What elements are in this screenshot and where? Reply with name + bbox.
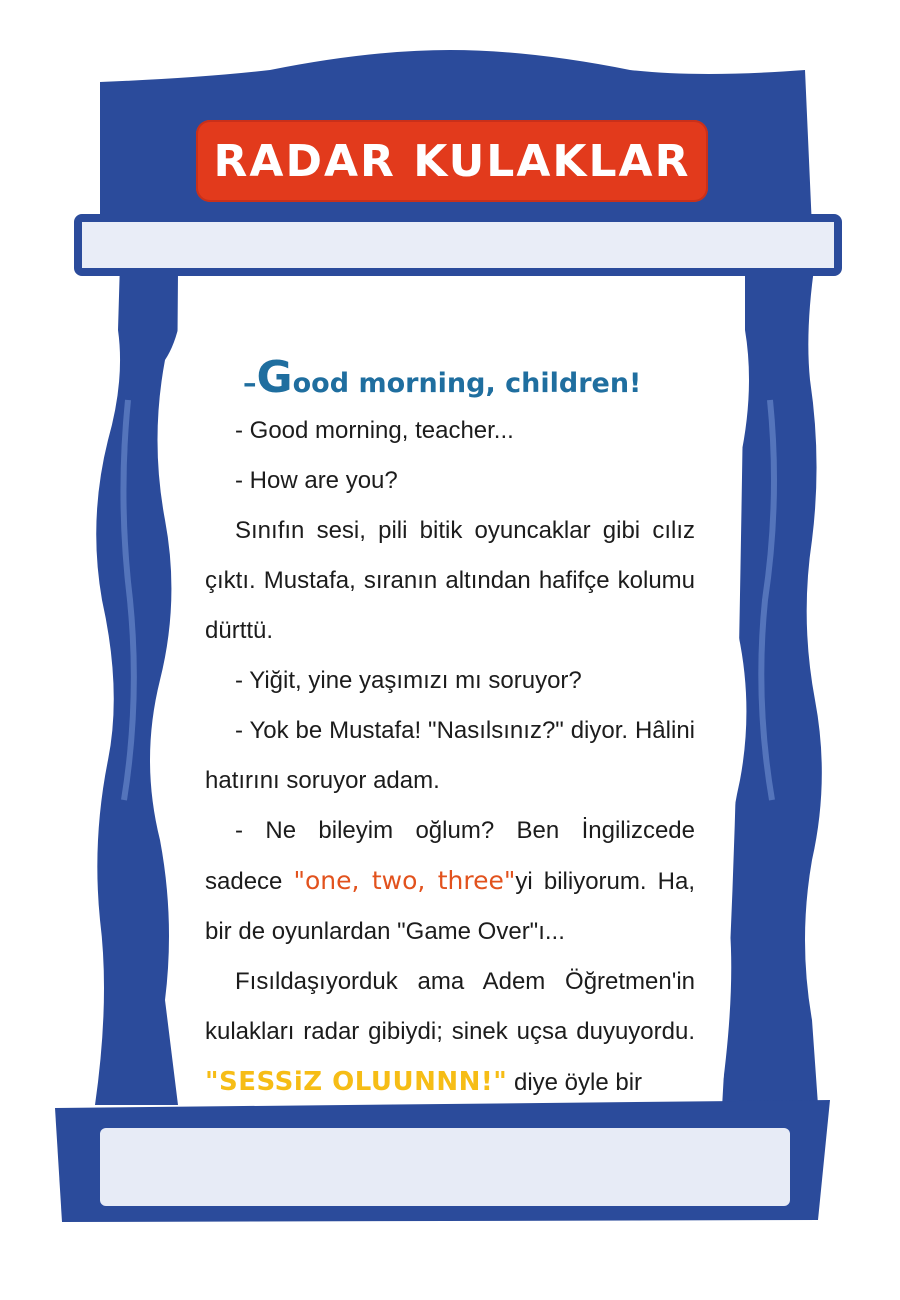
paragraph bbox=[205, 806, 695, 957]
highlight-quote-orange: "one, two, three" bbox=[293, 866, 516, 895]
title-plate bbox=[196, 120, 708, 202]
dialogue-line: - Good morning, teacher... bbox=[235, 417, 514, 444]
paragraph-text: diye öyle bir bbox=[507, 1069, 643, 1096]
paragraph-text: Fısıldaşıyorduk ama Adem Öğretmen'in kulakları radar gibiydi; sinek uçsa duyuyordu. bbox=[205, 968, 695, 1045]
frame-top-shelf bbox=[78, 218, 838, 272]
paragraph: Sınıfın sesi, pili bitik oyuncaklar gibi cılız çıktı. Mustafa, sıranın altından hafifçe kolumu dürttü. bbox=[205, 517, 695, 644]
heading-rest: ood morning, children! bbox=[292, 368, 642, 399]
highlight-shout-yellow: "SESSiZ OLUUNNN!" bbox=[205, 1067, 508, 1097]
paragraph-text: - Ne bileyim oğlum? Ben İngilizcede sadece bbox=[205, 817, 695, 895]
story-text bbox=[205, 350, 695, 1108]
dialogue-line: - How are you? bbox=[235, 467, 398, 494]
paragraph-text: yi biliyorum. Ha, bir de oyunlardan "Game Over"ı... bbox=[205, 868, 696, 945]
heading-dash: – bbox=[243, 368, 257, 399]
greeting-heading bbox=[243, 350, 695, 412]
heading-big-letter: G bbox=[256, 352, 293, 403]
chapter-title: RADAR KULAKLAR bbox=[213, 135, 691, 187]
frame-bottom-shelf bbox=[100, 1128, 790, 1206]
paragraph bbox=[205, 957, 695, 1108]
paragraph: - Yok be Mustafa! "Nasılsınız?" diyor. Hâlini hatırını soruyor adam. bbox=[205, 717, 695, 794]
frame-left-column bbox=[95, 262, 185, 1105]
dialogue-line: - Yiğit, yine yaşımızı mı soruyor? bbox=[235, 667, 582, 694]
